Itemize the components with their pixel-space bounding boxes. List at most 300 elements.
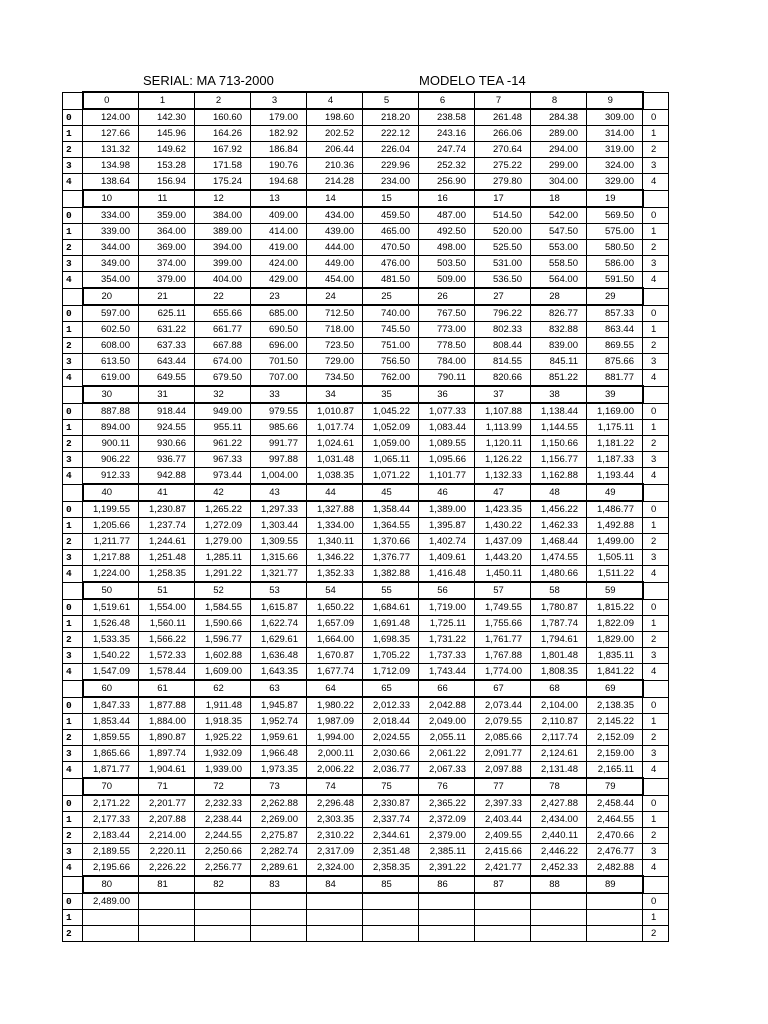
value-cell: 142.30	[139, 109, 195, 126]
value-cell: 1,437.09	[475, 534, 531, 550]
value-cell: 2,282.74	[251, 844, 307, 860]
row-label-left: 4	[63, 566, 83, 583]
value-cell: 2,427.88	[531, 795, 587, 812]
table-row	[63, 714, 669, 730]
row-label-right: 3	[643, 354, 669, 370]
value-cell: 1,402.74	[419, 534, 475, 550]
value-cell: 1,615.87	[251, 599, 307, 616]
value-cell: 1,932.09	[195, 746, 251, 762]
table-row	[63, 632, 669, 648]
column-header: 84	[307, 876, 363, 893]
value-cell	[251, 893, 307, 910]
value-cell: 1,038.35	[307, 468, 363, 485]
value-cell: 1,010.87	[307, 403, 363, 420]
header-spacer	[63, 778, 83, 795]
value-cell: 973.44	[195, 468, 251, 485]
value-cell: 1,526.48	[83, 616, 139, 632]
column-header: 51	[139, 582, 195, 599]
row-label-right: 4	[643, 566, 669, 583]
column-header: 43	[251, 484, 307, 501]
value-cell	[83, 926, 139, 942]
value-cell	[307, 926, 363, 942]
value-cell: 553.00	[531, 240, 587, 256]
value-cell: 520.00	[475, 224, 531, 240]
column-header: 46	[419, 484, 475, 501]
value-cell: 2,391.22	[419, 860, 475, 877]
row-label-right: 0	[643, 697, 669, 714]
value-cell: 339.00	[83, 224, 139, 240]
value-cell: 329.00	[587, 174, 643, 191]
value-cell: 1,822.09	[587, 616, 643, 632]
value-cell: 289.00	[531, 126, 587, 142]
value-cell: 1,492.88	[587, 518, 643, 534]
value-cell: 643.44	[139, 354, 195, 370]
column-header: 87	[475, 876, 531, 893]
column-header: 63	[251, 680, 307, 697]
column-header: 37	[475, 386, 531, 403]
value-cell: 597.00	[83, 305, 139, 322]
table-row	[63, 142, 669, 158]
column-header: 45	[363, 484, 419, 501]
value-cell: 1,162.88	[531, 468, 587, 485]
column-header: 88	[531, 876, 587, 893]
value-cell: 2,067.33	[419, 762, 475, 779]
column-header: 47	[475, 484, 531, 501]
row-label-left: 2	[63, 534, 83, 550]
value-cell: 734.50	[307, 370, 363, 387]
value-cell: 2,171.22	[83, 795, 139, 812]
value-cell: 1,017.74	[307, 420, 363, 436]
value-cell: 1,904.61	[139, 762, 195, 779]
value-cell: 796.22	[475, 305, 531, 322]
value-cell: 2,250.66	[195, 844, 251, 860]
value-cell	[475, 926, 531, 942]
value-cell: 1,554.00	[139, 599, 195, 616]
column-header: 58	[531, 582, 587, 599]
value-cell: 256.90	[419, 174, 475, 191]
value-cell: 2,085.66	[475, 730, 531, 746]
row-label-left: 3	[63, 354, 83, 370]
value-cell: 826.77	[531, 305, 587, 322]
value-cell: 1,156.77	[531, 452, 587, 468]
value-cell: 487.00	[419, 207, 475, 224]
column-header: 50	[83, 582, 139, 599]
value-cell: 2,482.88	[587, 860, 643, 877]
column-header: 0	[83, 92, 139, 109]
value-cell: 1,566.22	[139, 632, 195, 648]
row-label-left: 3	[63, 844, 83, 860]
value-cell: 171.58	[195, 158, 251, 174]
value-cell: 2,372.09	[419, 812, 475, 828]
value-cell	[363, 910, 419, 926]
value-cell	[587, 893, 643, 910]
value-cell: 1,065.11	[363, 452, 419, 468]
row-label-left: 4	[63, 174, 83, 191]
row-label-left: 2	[63, 142, 83, 158]
column-header: 3	[251, 92, 307, 109]
value-cell: 619.00	[83, 370, 139, 387]
value-cell: 602.50	[83, 322, 139, 338]
value-cell: 1,505.11	[587, 550, 643, 566]
value-cell: 160.60	[195, 109, 251, 126]
value-cell: 808.44	[475, 338, 531, 354]
value-cell: 1,486.77	[587, 501, 643, 518]
value-cell: 299.00	[531, 158, 587, 174]
value-cell: 149.62	[139, 142, 195, 158]
row-label-right: 2	[643, 730, 669, 746]
row-label-right: 2	[643, 240, 669, 256]
value-cell: 2,159.00	[587, 746, 643, 762]
value-cell: 851.22	[531, 370, 587, 387]
value-cell: 194.68	[251, 174, 307, 191]
value-cell: 294.00	[531, 142, 587, 158]
column-header: 41	[139, 484, 195, 501]
value-cell: 1,382.88	[363, 566, 419, 583]
value-cell: 547.50	[531, 224, 587, 240]
value-cell	[531, 926, 587, 942]
value-cell: 1,602.88	[195, 648, 251, 664]
value-cell: 2,195.66	[83, 860, 139, 877]
value-cell: 134.98	[83, 158, 139, 174]
value-cell: 2,049.00	[419, 714, 475, 730]
value-cell: 275.22	[475, 158, 531, 174]
value-cell: 608.00	[83, 338, 139, 354]
value-cell: 2,269.00	[251, 812, 307, 828]
value-cell: 649.55	[139, 370, 195, 387]
value-cell: 2,403.44	[475, 812, 531, 828]
column-header: 49	[587, 484, 643, 501]
value-cell: 1,755.66	[475, 616, 531, 632]
column-header: 27	[475, 288, 531, 305]
table-row	[63, 305, 669, 322]
row-label-left: 0	[63, 697, 83, 714]
value-cell: 354.00	[83, 272, 139, 289]
value-cell: 1,847.33	[83, 697, 139, 714]
value-cell: 613.50	[83, 354, 139, 370]
value-cell: 2,117.74	[531, 730, 587, 746]
row-label-left: 2	[63, 338, 83, 354]
value-cell: 1,340.11	[307, 534, 363, 550]
value-cell: 1,973.35	[251, 762, 307, 779]
value-cell	[587, 926, 643, 942]
row-label-right: 0	[643, 893, 669, 910]
value-cell: 1,059.00	[363, 436, 419, 452]
value-cell: 190.76	[251, 158, 307, 174]
value-cell: 1,132.33	[475, 468, 531, 485]
value-cell	[531, 893, 587, 910]
value-cell: 2,104.00	[531, 697, 587, 714]
value-cell: 1,237.74	[139, 518, 195, 534]
value-cell: 625.11	[139, 305, 195, 322]
column-header: 64	[307, 680, 363, 697]
table-row	[63, 746, 669, 762]
value-cell	[531, 910, 587, 926]
row-label-left: 3	[63, 550, 83, 566]
value-cell: 1,285.11	[195, 550, 251, 566]
column-header: 44	[307, 484, 363, 501]
row-label-right: 4	[643, 468, 669, 485]
value-cell: 667.88	[195, 338, 251, 354]
value-cell: 707.00	[251, 370, 307, 387]
row-label-right: 4	[643, 762, 669, 779]
header-spacer	[643, 582, 669, 599]
value-cell: 773.00	[419, 322, 475, 338]
value-cell: 701.50	[251, 354, 307, 370]
table-row	[63, 109, 669, 126]
column-header: 42	[195, 484, 251, 501]
column-header: 69	[587, 680, 643, 697]
value-cell: 1,794.61	[531, 632, 587, 648]
value-cell: 558.50	[531, 256, 587, 272]
value-cell: 145.96	[139, 126, 195, 142]
column-header: 32	[195, 386, 251, 403]
value-cell: 955.11	[195, 420, 251, 436]
value-cell: 1,024.61	[307, 436, 363, 452]
column-header: 36	[419, 386, 475, 403]
value-cell: 1,095.66	[419, 452, 475, 468]
value-cell: 1,456.22	[531, 501, 587, 518]
value-cell: 979.55	[251, 403, 307, 420]
value-cell: 718.00	[307, 322, 363, 338]
row-label-left: 1	[63, 714, 83, 730]
column-header: 7	[475, 92, 531, 109]
value-cell: 1,966.48	[251, 746, 307, 762]
table-row	[63, 828, 669, 844]
value-cell	[139, 893, 195, 910]
value-cell: 454.00	[307, 272, 363, 289]
value-cell: 1,045.22	[363, 403, 419, 420]
row-label-right: 3	[643, 746, 669, 762]
table-row	[63, 272, 669, 289]
value-cell: 1,749.55	[475, 599, 531, 616]
value-cell: 319.00	[587, 142, 643, 158]
value-cell: 1,150.66	[531, 436, 587, 452]
table-row	[63, 534, 669, 550]
value-cell: 2,337.74	[363, 812, 419, 828]
value-cell: 575.00	[587, 224, 643, 240]
value-cell: 845.11	[531, 354, 587, 370]
value-cell: 1,705.22	[363, 648, 419, 664]
value-cell: 2,110.87	[531, 714, 587, 730]
column-header: 28	[531, 288, 587, 305]
value-cell: 1,334.00	[307, 518, 363, 534]
value-cell	[83, 910, 139, 926]
value-cell: 1,743.44	[419, 664, 475, 681]
row-label-right: 0	[643, 207, 669, 224]
value-cell: 2,310.22	[307, 828, 363, 844]
table-row	[63, 730, 669, 746]
value-cell: 1,945.87	[251, 697, 307, 714]
value-cell: 1,113.99	[475, 420, 531, 436]
row-label-right: 1	[643, 322, 669, 338]
value-cell: 1,725.11	[419, 616, 475, 632]
calibration-table	[62, 91, 669, 942]
table-row	[63, 224, 669, 240]
value-cell: 1,107.88	[475, 403, 531, 420]
value-cell: 1,205.66	[83, 518, 139, 534]
value-cell: 1,691.48	[363, 616, 419, 632]
value-cell: 1,865.66	[83, 746, 139, 762]
column-header: 4	[307, 92, 363, 109]
value-cell: 2,220.11	[139, 844, 195, 860]
table-row	[63, 762, 669, 779]
value-cell: 394.00	[195, 240, 251, 256]
header-spacer	[63, 582, 83, 599]
value-cell: 2,124.61	[531, 746, 587, 762]
value-cell: 247.74	[419, 142, 475, 158]
header-spacer	[643, 680, 669, 697]
value-cell: 1,291.22	[195, 566, 251, 583]
value-cell: 1,251.48	[139, 550, 195, 566]
row-label-left: 4	[63, 370, 83, 387]
value-cell: 2,344.61	[363, 828, 419, 844]
value-cell: 2,165.11	[587, 762, 643, 779]
value-cell: 723.50	[307, 338, 363, 354]
value-cell: 997.88	[251, 452, 307, 468]
table-row	[63, 860, 669, 877]
table-row	[63, 468, 669, 485]
value-cell: 1,841.22	[587, 664, 643, 681]
value-cell: 2,097.88	[475, 762, 531, 779]
value-cell: 536.50	[475, 272, 531, 289]
row-label-left: 3	[63, 256, 83, 272]
table-row	[63, 648, 669, 664]
value-cell: 434.00	[307, 207, 363, 224]
column-header: 55	[363, 582, 419, 599]
column-header: 39	[587, 386, 643, 403]
value-cell: 314.00	[587, 126, 643, 142]
value-cell: 1,578.44	[139, 664, 195, 681]
value-cell: 2,055.11	[419, 730, 475, 746]
value-cell: 1,217.88	[83, 550, 139, 566]
column-header: 18	[531, 190, 587, 207]
table-row	[63, 420, 669, 436]
value-cell	[307, 910, 363, 926]
header-spacer	[643, 92, 669, 109]
table-row	[63, 158, 669, 174]
column-header: 22	[195, 288, 251, 305]
value-cell: 1,560.11	[139, 616, 195, 632]
value-cell: 498.00	[419, 240, 475, 256]
value-cell: 131.32	[83, 142, 139, 158]
row-label-right: 2	[643, 142, 669, 158]
serial-header: SERIAL: MA 713-2000	[143, 73, 274, 88]
table-row	[63, 910, 669, 926]
row-label-left: 4	[63, 664, 83, 681]
row-label-left: 0	[63, 599, 83, 616]
value-cell: 2,189.55	[83, 844, 139, 860]
value-cell: 1,670.87	[307, 648, 363, 664]
value-cell: 304.00	[531, 174, 587, 191]
value-cell: 1,590.66	[195, 616, 251, 632]
row-label-right: 1	[643, 616, 669, 632]
column-header: 78	[531, 778, 587, 795]
value-cell: 206.44	[307, 142, 363, 158]
value-cell: 2,379.00	[419, 828, 475, 844]
column-header: 33	[251, 386, 307, 403]
value-cell: 1,309.55	[251, 534, 307, 550]
value-cell: 1,829.00	[587, 632, 643, 648]
table-row	[63, 338, 669, 354]
column-header: 13	[251, 190, 307, 207]
value-cell: 2,421.77	[475, 860, 531, 877]
column-header: 19	[587, 190, 643, 207]
value-cell: 1,370.66	[363, 534, 419, 550]
value-cell: 2,296.48	[307, 795, 363, 812]
table-row	[63, 550, 669, 566]
value-cell: 1,835.11	[587, 648, 643, 664]
value-cell: 2,238.44	[195, 812, 251, 828]
value-cell: 2,440.11	[531, 828, 587, 844]
value-cell: 324.00	[587, 158, 643, 174]
value-cell: 309.00	[587, 109, 643, 126]
table-row	[63, 926, 669, 942]
value-cell: 1,376.77	[363, 550, 419, 566]
row-label-right: 0	[643, 501, 669, 518]
value-cell: 762.00	[363, 370, 419, 387]
row-label-left: 1	[63, 420, 83, 436]
value-cell: 1,265.22	[195, 501, 251, 518]
value-cell: 175.24	[195, 174, 251, 191]
value-cell: 729.00	[307, 354, 363, 370]
column-header-row	[63, 288, 669, 305]
value-cell: 1,181.22	[587, 436, 643, 452]
value-cell: 1,169.00	[587, 403, 643, 420]
column-header-row	[63, 190, 669, 207]
value-cell: 1,987.09	[307, 714, 363, 730]
header-spacer	[63, 876, 83, 893]
header-spacer	[643, 778, 669, 795]
column-header-row	[63, 778, 669, 795]
row-label-left: 4	[63, 762, 83, 779]
value-cell: 1,761.77	[475, 632, 531, 648]
value-cell: 2,012.33	[363, 697, 419, 714]
value-cell: 2,145.22	[587, 714, 643, 730]
value-cell: 531.00	[475, 256, 531, 272]
column-header: 31	[139, 386, 195, 403]
row-label-left: 3	[63, 158, 83, 174]
value-cell	[307, 893, 363, 910]
column-header: 77	[475, 778, 531, 795]
value-cell: 2,061.22	[419, 746, 475, 762]
value-cell: 459.50	[363, 207, 419, 224]
column-header: 48	[531, 484, 587, 501]
value-cell: 949.00	[195, 403, 251, 420]
column-header: 79	[587, 778, 643, 795]
row-label-left: 4	[63, 468, 83, 485]
column-header: 57	[475, 582, 531, 599]
value-cell: 449.00	[307, 256, 363, 272]
value-cell: 1,890.87	[139, 730, 195, 746]
row-label-left: 1	[63, 224, 83, 240]
row-label-left: 2	[63, 828, 83, 844]
value-cell: 389.00	[195, 224, 251, 240]
value-cell: 492.50	[419, 224, 475, 240]
value-cell	[475, 893, 531, 910]
value-cell: 2,018.44	[363, 714, 419, 730]
column-header: 29	[587, 288, 643, 305]
value-cell: 1,712.09	[363, 664, 419, 681]
row-label-right: 3	[643, 648, 669, 664]
value-cell: 2,006.22	[307, 762, 363, 779]
column-header: 67	[475, 680, 531, 697]
table-row	[63, 566, 669, 583]
header-spacer	[63, 680, 83, 697]
value-cell: 2,079.55	[475, 714, 531, 730]
column-header: 34	[307, 386, 363, 403]
table-row	[63, 616, 669, 632]
value-cell: 1,187.33	[587, 452, 643, 468]
